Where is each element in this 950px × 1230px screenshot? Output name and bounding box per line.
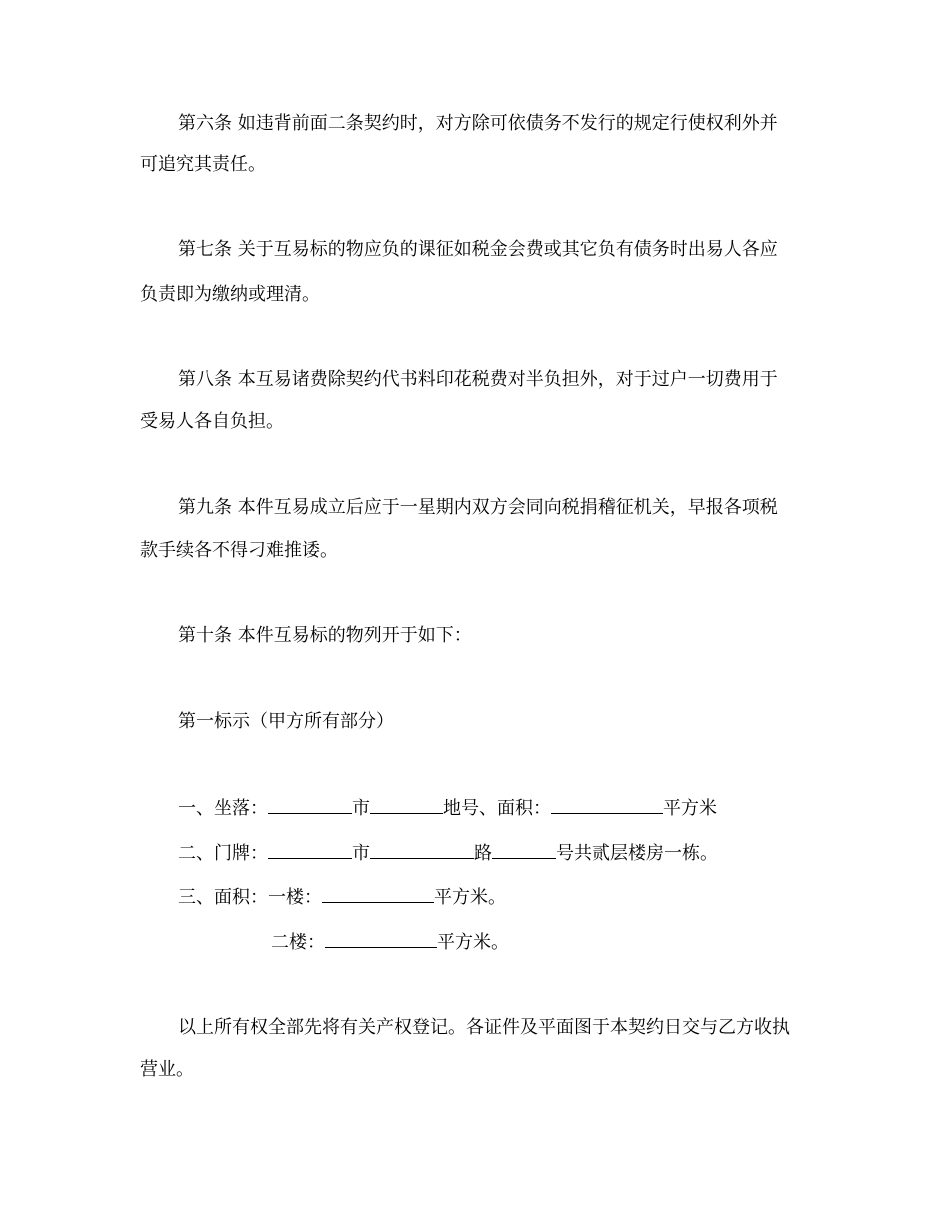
- item-doorplate: [178, 840, 718, 866]
- item-area: [178, 884, 506, 910]
- doorplate-road: 路: [474, 843, 492, 864]
- doorplate-city: 市: [352, 843, 370, 864]
- blank-field: [325, 929, 437, 948]
- location-city: 市: [352, 798, 370, 819]
- article-7-line-1: 第七条 关于互易标的物应负的课征如税金会费或其它负有债务时出易人各应: [178, 239, 778, 260]
- article-6-line-2: 可追究其责任。: [140, 154, 266, 175]
- area-label: 三、面积：: [178, 887, 268, 908]
- item-location: [178, 795, 717, 821]
- doorplate-suffix: 号共贰层楼房一栋。: [556, 843, 718, 864]
- article-6-line-1: 第六条 如违背前面二条契约时，对方除可依债务不发行的规定行使权利外并: [178, 113, 778, 134]
- area-floor1: 一楼：: [268, 887, 322, 908]
- article-9-line-2: 款手续各不得刁难推诿。: [140, 540, 338, 561]
- closing-line-1: 以上所有权全部先将有关产权登记。各证件及平面图于本契约日交与乙方收执: [178, 1017, 790, 1038]
- blank-field: [492, 840, 556, 859]
- location-lot: 地号、面积：: [443, 798, 551, 819]
- article-7-line-2: 负责即为缴纳或理清。: [140, 284, 320, 305]
- article-9-line-1: 第九条 本件互易成立后应于一星期内双方会同向税捐稽征机关，早报各项税: [178, 497, 778, 518]
- blank-field: [322, 884, 434, 903]
- section-title: 第一标示（甲方所有部分）: [178, 711, 394, 732]
- blank-field: [268, 795, 352, 814]
- area-floor2-unit: 平方米。: [437, 932, 509, 953]
- closing-line-2: 营业。: [140, 1059, 194, 1080]
- article-8-line-2: 受易人各自负担。: [140, 411, 284, 432]
- location-label: 一、坐落：: [178, 798, 268, 819]
- item-area-floor2: [271, 929, 509, 955]
- blank-field: [551, 795, 663, 814]
- blank-field: [268, 840, 352, 859]
- blank-field: [370, 840, 474, 859]
- area-floor1-unit: 平方米。: [434, 887, 506, 908]
- blank-field: [370, 795, 443, 814]
- location-unit: 平方米: [663, 798, 717, 819]
- doorplate-label: 二、门牌：: [178, 843, 268, 864]
- article-10-line: 第十条 本件互易标的物列开于如下：: [178, 625, 472, 646]
- article-8-line-1: 第八条 本互易诸费除契约代书料印花税费对半负担外，对于过户一切费用于: [178, 369, 778, 390]
- area-floor2: 二楼：: [271, 932, 325, 953]
